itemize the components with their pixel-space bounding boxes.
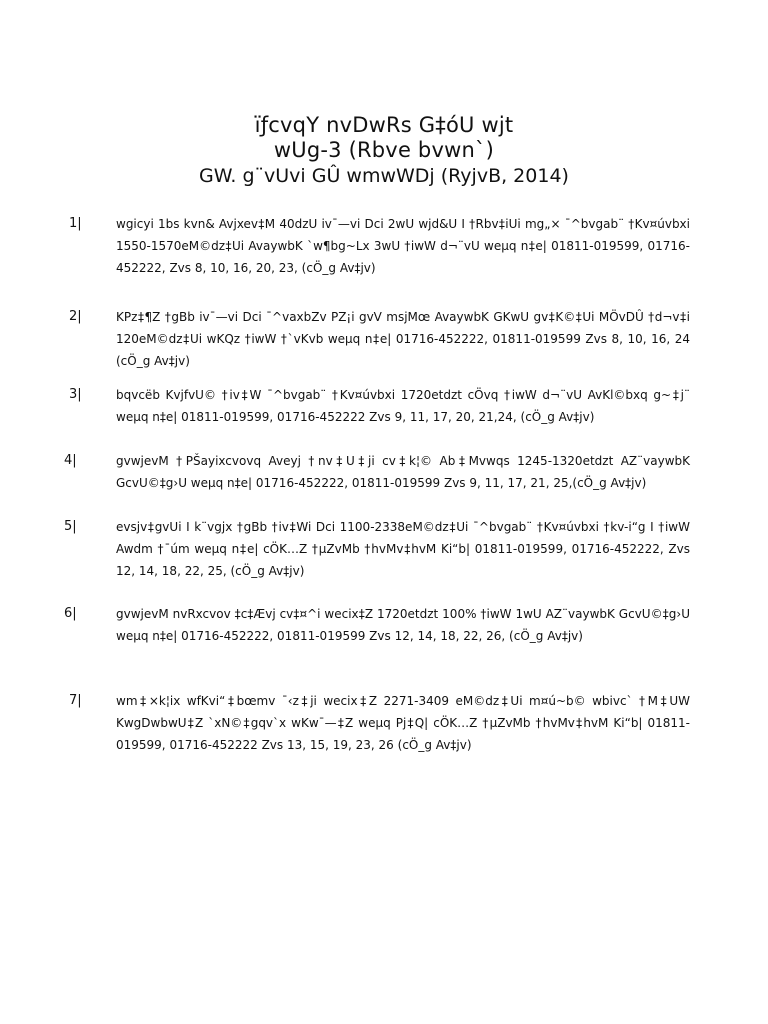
document-header: [0, 113, 768, 189]
list-item-text: KPz‡¶Z †gBb iv¯—vi Dci ¯^vaxbZv PZ¡i gvV msjMœ AvaywbK GKwU gv‡K©‡Ui MÖvDÛ †d¬v‡i 120eM©dz‡Ui wKQz †iwW †`vKvb weµq n‡e| 01716-452222, 01811-019599 Zvs 8, 10, 16, 24 (cÖ_g Av‡jv): [116, 310, 690, 368]
list-item-number: 1|: [69, 216, 82, 231]
header-subtitle: wUg-3 (Rbve bvwn`): [273, 138, 495, 162]
list-item-number: 2|: [69, 309, 82, 324]
header-title: ïƒcvqY nvDwRs G‡óU wjt: [254, 113, 514, 137]
list-item-number: 3|: [69, 387, 82, 402]
list-item-number: 4|: [64, 453, 77, 468]
list-item-text: wgicyi 1bs kvn& Avjxev‡M 40dzU iv¯—vi Dci 2wU wjd&U I †Rbv‡iUi mg„× ¯^bvgab¨ †Kv¤úvbxi 1550-1570eM©dz‡Ui AvaywbK `w¶bg~Lx 3wU †iwW d¬¨vU weµq n‡e| 01811-019599, 01716-452222, Zvs 8, 10, 16, 20, 23, (cÖ_g Av‡jv): [116, 217, 690, 275]
header-byline: GW. g¨vUvi GÛ wmwWDj (RyjvB, 2014): [199, 165, 569, 187]
list-item-number: 5|: [64, 519, 77, 534]
list-item-number: 7|: [69, 693, 82, 708]
list-item-number: 6|: [64, 606, 77, 621]
list-item-text: gvwjevM nvRxcvov ‡c‡Ævj cv‡¤^i wecix‡Z 1720etdzt 100% †iwW 1wU AZ¨vaywbK GcvU©‡g›U weµq n‡e| 01716-452222, 01811-019599 Zvs 12, 14, 18, 22, 26, (cÖ_g Av‡jv): [116, 607, 690, 643]
list-item-text: wm‡×k¦ix wfKvi“‡bœmv ¯‹z‡ji wecix‡Z 2271-3409 eM©dz‡Ui m¤ú~b© wbivc` †M‡UW KwgDwbwU‡Z `xN©‡gqv`x wKw¯—‡Z weµq Pj‡Q| cÖK…Z †µZvMb †hvMv‡hvM Ki“b| 01811-019599, 01716-452222 Zvs 13, 15, 19, 23, 26 (cÖ_g Av‡jv): [116, 694, 690, 752]
list-item-text: bqvcëb KvjfvU© †iv‡W ¯^bvgab¨ †Kv¤úvbxi 1720etdzt cÖvq †iwW d¬¨vU AvKl©bxq g~‡j¨ weµq n‡e| 01811-019599, 01716-452222 Zvs 9, 11, 17, 20, 21,24, (cÖ_g Av‡jv): [116, 388, 690, 424]
list-item-text: evsjv‡gvUi I k¨vgjx †gBb †iv‡Wi Dci 1100-2338eM©dz‡Ui ¯^bvgab¨ †Kv¤úvbxi †kv-i“g I †iwW Awdm †¯úm weµq n‡e| cÖK…Z †µZvMb †hvMv‡hvM Ki“b| 01811-019599, 01716-452222, Zvs 12, 14, 18, 22, 25, (cÖ_g Av‡jv): [116, 520, 690, 578]
list-item-text: gvwjevM †PŠayixcvovq Aveyj †nv‡U‡ji cv‡k¦© Ab‡Mvwqs 1245-1320etdzt AZ¨vaywbK GcvU©‡g›U weµq n‡e| 01716-452222, 01811-019599 Zvs 9, 11, 17, 21, 25,(cÖ_g Av‡jv): [116, 454, 690, 490]
